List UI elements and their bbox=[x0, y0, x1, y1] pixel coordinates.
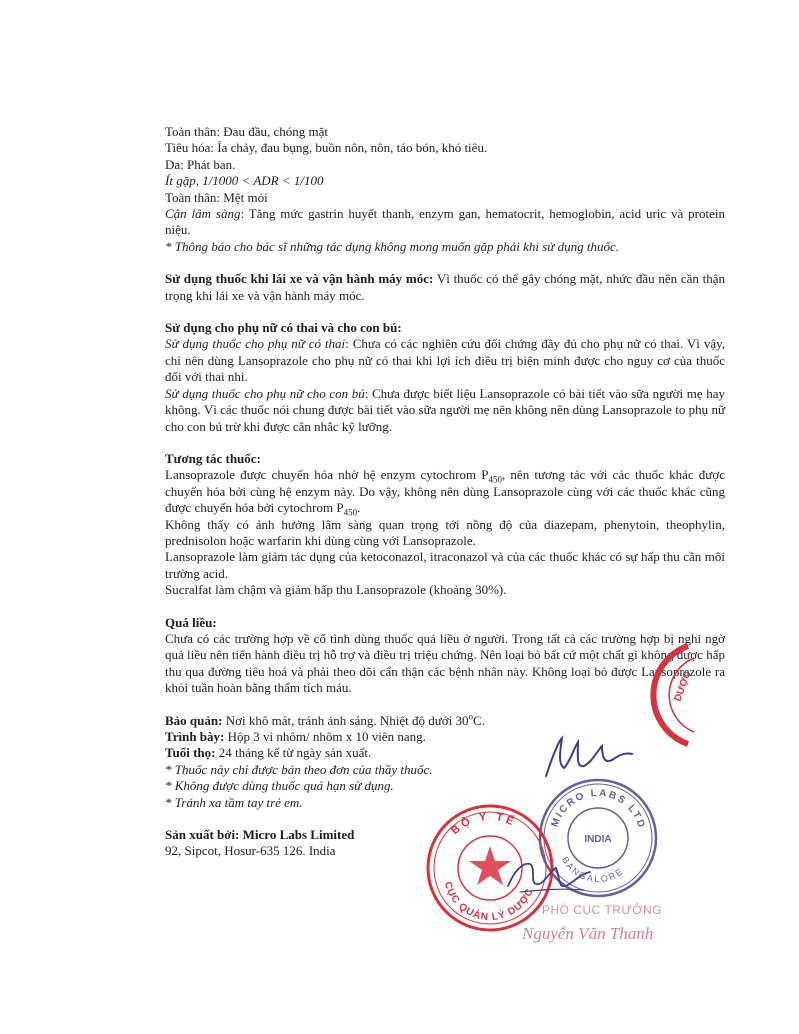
side-effect-lab bbox=[165, 206, 725, 239]
signature-lower bbox=[500, 852, 596, 900]
lab-label: Cận lâm sàng bbox=[165, 206, 241, 222]
pregnancy-paragraph bbox=[165, 336, 725, 385]
side-effect-rare-general: Toàn thân: Mệt mỏi bbox=[165, 189, 268, 205]
interactions-heading: Tương tác thuốc: bbox=[165, 450, 261, 466]
storage-heading: Bảo quản: bbox=[165, 712, 223, 728]
pregnant-text: : Chưa có các nghiên cứu đối chứng đầy đủ cho phụ nữ có thai. Vì vậy, chỉ nên dùng Lansoprazole cho phụ nữ có thai khi lợi ích điều trị biện minh được cho nguy cơ của thuốc đối với thai nhi. bbox=[165, 336, 725, 385]
side-effect-skin: Da: Phát ban. bbox=[165, 156, 236, 172]
company-stamp-top: MICRO LABS LTD bbox=[549, 787, 648, 831]
shelf-life-line bbox=[165, 745, 725, 761]
deputy-title: PHÓ CỤC TRƯỞNG bbox=[542, 903, 662, 917]
deputy-name: Nguyễn Văn Thanh bbox=[522, 924, 654, 943]
lab-text: : Tăng mức gastrin huyết thanh, enzym gan, hematocrit, hemoglobin, acid uric và protein niệu. bbox=[165, 206, 725, 238]
interactions-p2: Không thấy có ảnh hưởng lâm sàng quan trọng tới nồng độ của diazepam, phenytoin, theophylin, prednisolon hoặc warfarin khi dùng cùng với Lansoprazole. bbox=[165, 516, 725, 548]
document-body bbox=[165, 124, 725, 860]
manufacturer-address: 92, Sipcot, Hosur-635 126. India bbox=[165, 843, 336, 859]
driving-section bbox=[165, 271, 725, 304]
interactions-p3: Lansoprazole làm giảm tác dụng của ketoconazol, itraconazol và của các thuốc khác có sự hấp thu cần môi trường acid. bbox=[165, 549, 725, 581]
pregnant-label: Sử dụng thuốc cho phụ nữ có thai bbox=[165, 336, 346, 352]
cytochrom-subscript: 450 bbox=[488, 474, 503, 485]
svg-text:DƯỢC: DƯỢC bbox=[672, 669, 694, 704]
cytochrom-subscript-2: 450 bbox=[343, 507, 358, 518]
overdose-text: Chưa có các trường hợp về cố tình dùng thuốc quá liều ở người. Trong tất cả các trường hợp bị nghi ngờ quá liều nên tiến hành điều trị hỗ trợ và điều trị triệu chứng. Nên loại bỏ bất cứ một chất gì không được hấp thu qua đường tiêu hoá và phải theo dõi cẩn thận các bệnh nhân này. Không loại bỏ được Lansoprazole ra khỏi tuần hoàn bằng thẩm tích máu. bbox=[165, 630, 725, 696]
interactions-p1-c: . bbox=[357, 500, 361, 516]
side-effect-general: Toàn thân: Đau đầu, chóng mặt bbox=[165, 124, 328, 139]
manufacturer-heading: Sản xuất bởi: bbox=[165, 827, 240, 843]
storage-text: Nơi khô mát, tránh ánh sáng. Nhiệt độ dưới 30 bbox=[222, 712, 469, 728]
side-effect-digestive: Tiêu hóa: Ỉa chảy, đau bụng, buồn nôn, nôn, táo bón, khó tiêu. bbox=[165, 140, 488, 156]
overdose-heading: Quá liều: bbox=[165, 614, 217, 630]
warning-expiry: * Không được dùng thuốc quá hạn sử dụng. bbox=[165, 778, 394, 794]
svg-text:MICRO LABS LTD bbox=[550, 788, 647, 831]
partial-edge-stamp bbox=[650, 640, 700, 750]
degree-sign: o bbox=[468, 711, 474, 722]
interactions-p4: Sucralfat làm chậm và giảm hấp thu Lansoprazole (khoảng 30%). bbox=[165, 582, 507, 598]
company-stamp-middle: INDIA bbox=[584, 834, 612, 845]
ministry-stamp-bottom: CỤC QUẢN LÝ DƯỢC bbox=[441, 880, 537, 924]
warning-children: * Tránh xa tầm tay trẻ em. bbox=[165, 794, 303, 810]
pregnancy-heading: Sử dụng cho phụ nữ có thai và cho con bú: bbox=[165, 320, 402, 336]
shelf-life-heading: Tuổi thọ: bbox=[165, 745, 216, 761]
lactation-label: Sử dụng thuốc cho phụ nữ cho con bú bbox=[165, 385, 365, 401]
ministry-stamp-top: BỘ Y TẾ bbox=[448, 810, 519, 838]
interactions-p1-a: Lansoprazole được chuyển hóa nhờ hệ enzym cytochrom P bbox=[165, 467, 489, 483]
lactation-text: : Chưa được biết liệu Lansoprazole có bài tiết vào sữa người mẹ hay không. Vì các thuốc nói chung được bài tiết vào sữa người mẹ nên không nên dùng Lansoprazole to phụ nữ cho con bú trừ khi được cân nhắc kỹ lưỡng. bbox=[165, 385, 726, 434]
company-stamp-bottom: BANGALORE bbox=[559, 855, 626, 885]
presentation-text: Hộp 3 vỉ nhôm/ nhôm x 10 viên nang. bbox=[224, 729, 426, 744]
interactions-p1 bbox=[165, 467, 725, 516]
manufacturer-name: Micro Labs Limited bbox=[239, 827, 355, 843]
side-effect-notice: * Thông báo cho bác sĩ những tác dụng không mong muốn gặp phải khi sử dụng thuốc. bbox=[165, 238, 619, 254]
lactation-paragraph bbox=[165, 386, 725, 435]
warning-prescription: * Thuốc này chỉ được bán theo đơn của thầy thuốc. bbox=[165, 761, 433, 777]
presentation-line bbox=[165, 729, 725, 745]
presentation-heading: Trình bày: bbox=[165, 729, 225, 744]
driving-text: Vì thuốc có thể gây chóng mặt, nhức đầu nên cần thận trọng khi lái xe và vận hành máy móc. bbox=[165, 271, 725, 303]
storage-unit: C. bbox=[473, 712, 485, 728]
shelf-life-text: 24 tháng kể từ ngày sản xuất. bbox=[215, 745, 372, 761]
side-effect-rare-label: Ít gặp, 1/1000 < ADR < 1/100 bbox=[165, 173, 324, 189]
interactions-p1-b: , nên tương tác với các thuốc khác được chuyển hóa bởi cùng hệ enzym này. Do vậy, không nên dùng Lansoprazole cùng với các thuốc khác cũng được chuyển hóa bởi cytochrom P bbox=[165, 467, 725, 516]
driving-heading: Sử dụng thuốc khi lái xe và vận hành máy móc: bbox=[165, 271, 434, 287]
storage-line bbox=[165, 713, 725, 729]
